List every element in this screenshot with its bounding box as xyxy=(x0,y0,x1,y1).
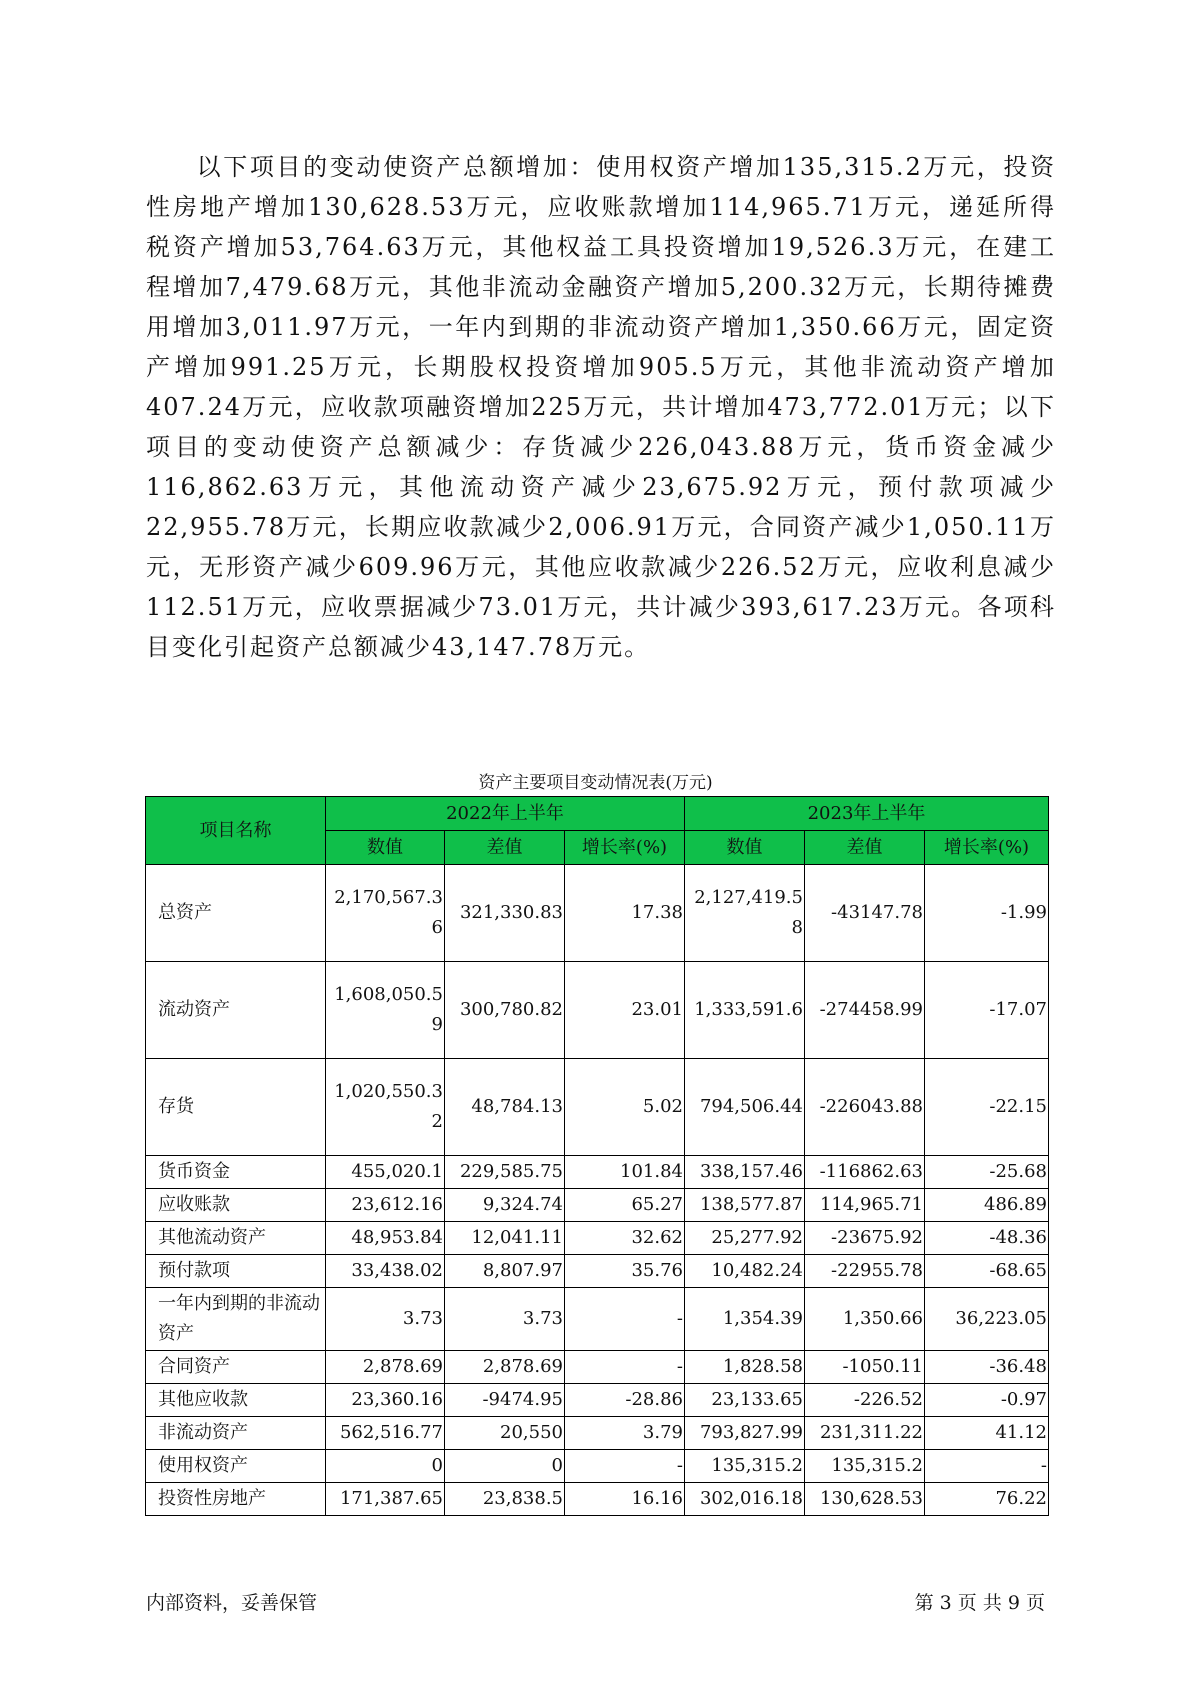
cell-growth-2023: 486.89 xyxy=(925,1189,1049,1222)
table-row xyxy=(146,1483,1049,1516)
cell-growth-2023: -22.15 xyxy=(925,1059,1049,1156)
cell-value-2022: 1,608,050.59 xyxy=(326,962,445,1059)
row-item-name: 其他应收款 xyxy=(146,1384,326,1417)
cell-value-2023: 135,315.2 xyxy=(685,1450,805,1483)
header-diff-2023: 差值 xyxy=(805,831,925,865)
cell-diff-2023: -43147.78 xyxy=(805,865,925,962)
footer-page-number: 第 3 页 共 9 页 xyxy=(914,1592,1045,1614)
cell-value-2022: 2,878.69 xyxy=(326,1351,445,1384)
header-diff-2022: 差值 xyxy=(445,831,565,865)
header-item-name: 项目名称 xyxy=(146,797,326,865)
cell-value-2022: 3.73 xyxy=(326,1288,445,1351)
cell-growth-2023: -1.99 xyxy=(925,865,1049,962)
cell-diff-2022: 321,330.83 xyxy=(445,865,565,962)
row-item-name: 总资产 xyxy=(146,865,326,962)
table-row xyxy=(146,1351,1049,1384)
cell-growth-2022: 3.79 xyxy=(565,1417,685,1450)
table-row xyxy=(146,1288,1049,1351)
cell-diff-2022: 8,807.97 xyxy=(445,1255,565,1288)
cell-diff-2022: -9474.95 xyxy=(445,1384,565,1417)
cell-diff-2023: -226043.88 xyxy=(805,1059,925,1156)
cell-growth-2022: 101.84 xyxy=(565,1156,685,1189)
cell-diff-2022: 300,780.82 xyxy=(445,962,565,1059)
cell-growth-2022: 32.62 xyxy=(565,1222,685,1255)
table-row xyxy=(146,962,1049,1059)
cell-growth-2022: - xyxy=(565,1450,685,1483)
cell-growth-2022: - xyxy=(565,1288,685,1351)
table-row xyxy=(146,1255,1049,1288)
cell-value-2023: 1,333,591.6 xyxy=(685,962,805,1059)
cell-growth-2022: -28.86 xyxy=(565,1384,685,1417)
cell-diff-2023: -1050.11 xyxy=(805,1351,925,1384)
body-paragraph xyxy=(146,147,1056,667)
table-row xyxy=(146,1384,1049,1417)
cell-diff-2022: 0 xyxy=(445,1450,565,1483)
cell-value-2023: 10,482.24 xyxy=(685,1255,805,1288)
cell-diff-2023: -23675.92 xyxy=(805,1222,925,1255)
cell-growth-2022: 5.02 xyxy=(565,1059,685,1156)
cell-diff-2022: 3.73 xyxy=(445,1288,565,1351)
cell-growth-2022: 35.76 xyxy=(565,1255,685,1288)
table-row xyxy=(146,1222,1049,1255)
row-item-name: 投资性房地产 xyxy=(146,1483,326,1516)
cell-growth-2022: - xyxy=(565,1351,685,1384)
asset-change-table xyxy=(145,796,1049,1516)
cell-diff-2023: -226.52 xyxy=(805,1384,925,1417)
header-period-2023: 2023年上半年 xyxy=(685,797,1049,831)
cell-diff-2022: 9,324.74 xyxy=(445,1189,565,1222)
cell-value-2022: 562,516.77 xyxy=(326,1417,445,1450)
cell-value-2022: 0 xyxy=(326,1450,445,1483)
cell-diff-2023: -116862.63 xyxy=(805,1156,925,1189)
cell-growth-2023: 41.12 xyxy=(925,1417,1049,1450)
table-row xyxy=(146,1059,1049,1156)
header-period-2022: 2022年上半年 xyxy=(326,797,685,831)
cell-diff-2023: 1,350.66 xyxy=(805,1288,925,1351)
cell-growth-2022: 65.27 xyxy=(565,1189,685,1222)
cell-value-2023: 794,506.44 xyxy=(685,1059,805,1156)
cell-value-2022: 171,387.65 xyxy=(326,1483,445,1516)
cell-value-2023: 25,277.92 xyxy=(685,1222,805,1255)
table-row xyxy=(146,1450,1049,1483)
table-body xyxy=(146,865,1049,1516)
cell-value-2023: 23,133.65 xyxy=(685,1384,805,1417)
row-item-name: 应收账款 xyxy=(146,1189,326,1222)
cell-growth-2023: -48.36 xyxy=(925,1222,1049,1255)
cell-growth-2023: -36.48 xyxy=(925,1351,1049,1384)
header-value-2022: 数值 xyxy=(326,831,445,865)
cell-value-2023: 138,577.87 xyxy=(685,1189,805,1222)
cell-growth-2023: - xyxy=(925,1450,1049,1483)
header-value-2023: 数值 xyxy=(685,831,805,865)
row-item-name: 一年内到期的非流动资产 xyxy=(146,1288,326,1351)
cell-growth-2023: 76.22 xyxy=(925,1483,1049,1516)
cell-diff-2023: 231,311.22 xyxy=(805,1417,925,1450)
cell-diff-2023: 130,628.53 xyxy=(805,1483,925,1516)
cell-value-2023: 338,157.46 xyxy=(685,1156,805,1189)
cell-diff-2023: -22955.78 xyxy=(805,1255,925,1288)
row-item-name: 合同资产 xyxy=(146,1351,326,1384)
header-growth-2023: 增长率(%) xyxy=(925,831,1049,865)
row-item-name: 非流动资产 xyxy=(146,1417,326,1450)
cell-value-2022: 2,170,567.36 xyxy=(326,865,445,962)
cell-growth-2023: -0.97 xyxy=(925,1384,1049,1417)
cell-value-2022: 33,438.02 xyxy=(326,1255,445,1288)
footer-confidential-note: 内部资料，妥善保管 xyxy=(146,1592,318,1614)
row-item-name: 预付款项 xyxy=(146,1255,326,1288)
cell-value-2022: 23,612.16 xyxy=(326,1189,445,1222)
cell-value-2022: 1,020,550.32 xyxy=(326,1059,445,1156)
paragraph-text: 以下项目的变动使资产总额增加：使用权资产增加135,315.2万元，投资性房地产增加130,628.53万元，应收账款增加114,965.71万元，递延所得税资产增加53,764.63万元，其他权益工具投资增加19,526.3万元，在建工程增加7,479.68万元，其他非流动金融资产增加5,200.32万元，长期待摊费用增加3,011.97万元，一年内到期的非流动资产增加1,350.66万元，固定资产增加991.25万元，长期股权投资增加905.5万元，其他非流动资产增加407.24万元，应收款项融资增加225万元，共计增加473,772.01万元；以下项目的变动使资产总额减少：存货减少226,043.88万元，货币资金减少116,862.63万元，其他流动资产减少23,675.92万元，预付款项减少22,955.78万元，长期应收款减少2,006.91万元，合同资产减少1,050.11万元，无形资产减少609.96万元，其他应收款减少226.52万元，应收利息减少112.51万元，应收票据减少73.01万元，共计减少393,617.23万元。各项科目变化引起资产总额减少43,147.78万元。 xyxy=(146,153,1056,661)
cell-value-2023: 793,827.99 xyxy=(685,1417,805,1450)
row-item-name: 存货 xyxy=(146,1059,326,1156)
cell-growth-2023: -17.07 xyxy=(925,962,1049,1059)
cell-growth-2022: 16.16 xyxy=(565,1483,685,1516)
cell-value-2023: 1,354.39 xyxy=(685,1288,805,1351)
table-title: 资产主要项目变动情况表(万元) xyxy=(478,773,713,793)
cell-growth-2023: -68.65 xyxy=(925,1255,1049,1288)
cell-growth-2022: 17.38 xyxy=(565,865,685,962)
table-row xyxy=(146,1417,1049,1450)
row-item-name: 流动资产 xyxy=(146,962,326,1059)
cell-growth-2022: 23.01 xyxy=(565,962,685,1059)
header-growth-2022: 增长率(%) xyxy=(565,831,685,865)
cell-value-2023: 1,828.58 xyxy=(685,1351,805,1384)
row-item-name: 使用权资产 xyxy=(146,1450,326,1483)
cell-value-2023: 2,127,419.58 xyxy=(685,865,805,962)
row-item-name: 货币资金 xyxy=(146,1156,326,1189)
cell-diff-2022: 12,041.11 xyxy=(445,1222,565,1255)
cell-diff-2023: 135,315.2 xyxy=(805,1450,925,1483)
cell-value-2022: 455,020.1 xyxy=(326,1156,445,1189)
cell-diff-2022: 229,585.75 xyxy=(445,1156,565,1189)
cell-diff-2022: 23,838.5 xyxy=(445,1483,565,1516)
cell-diff-2023: -274458.99 xyxy=(805,962,925,1059)
table-row xyxy=(146,865,1049,962)
cell-growth-2023: 36,223.05 xyxy=(925,1288,1049,1351)
cell-diff-2022: 20,550 xyxy=(445,1417,565,1450)
cell-growth-2023: -25.68 xyxy=(925,1156,1049,1189)
cell-value-2022: 48,953.84 xyxy=(326,1222,445,1255)
row-item-name: 其他流动资产 xyxy=(146,1222,326,1255)
table-row xyxy=(146,1189,1049,1222)
table-row xyxy=(146,1156,1049,1189)
cell-diff-2022: 2,878.69 xyxy=(445,1351,565,1384)
cell-value-2022: 23,360.16 xyxy=(326,1384,445,1417)
cell-diff-2022: 48,784.13 xyxy=(445,1059,565,1156)
cell-value-2023: 302,016.18 xyxy=(685,1483,805,1516)
cell-diff-2023: 114,965.71 xyxy=(805,1189,925,1222)
